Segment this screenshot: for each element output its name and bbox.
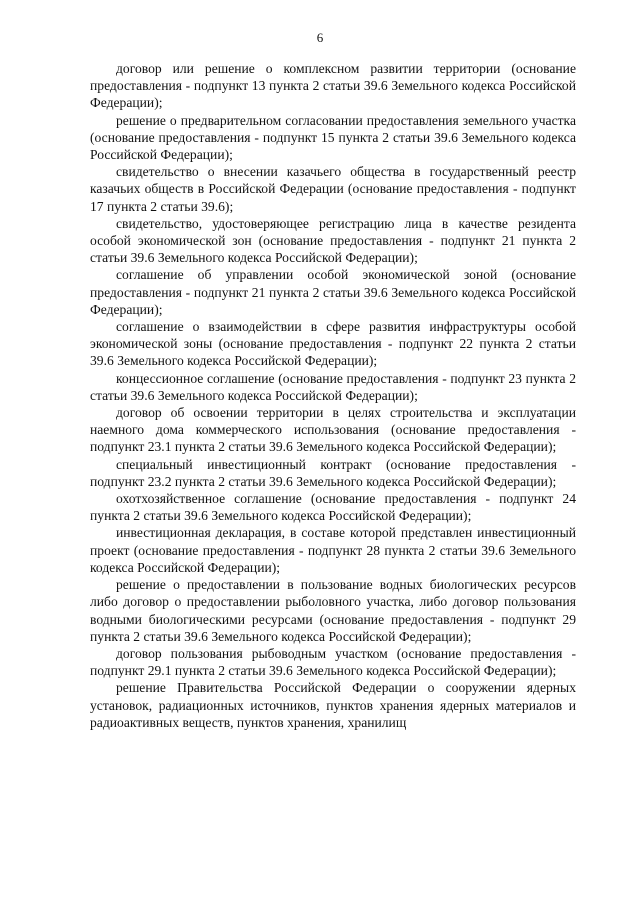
paragraph-hunting-agreement: охотхозяйственное соглашение (основание предоставления - подпункт 24 пункта 2 статьи 39.6 Земельного кодекса Российской Федерации); xyxy=(90,491,576,524)
paragraph-investment-contract: специальный инвестиционный контракт (основание предоставления - подпункт 23.2 пункта 2 статьи 39.6 Земельного кодекса Российской Федерации); xyxy=(90,456,576,489)
paragraph-sez-resident: свидетельство, удостоверяющее регистрацию лица в качестве резидента особой экономической зон (основание предоставления - подпункт 21 пункта 2 статьи 39.6 Земельного кодекса Российской Федерации); xyxy=(90,215,576,266)
paragraph-preliminary-approval: решение о предварительном согласовании предоставления земельного участка (основание предоставления - подпункт 15 пункта 2 статьи 39.6 Земельного кодекса Российской Федерации); xyxy=(90,112,576,163)
paragraph-cossack-society: свидетельство о внесении казачьего общества в государственный реестр казачьих обществ в Российской Федерации (основание предоставления - подпункт 17 пункта 2 статьи 39.6); xyxy=(90,164,576,214)
paragraph-aquatic-resources: решение о предоставлении в пользование водных биологических ресурсов либо договор о предоставлении рыболовного участка, либо договор пользования водными биологическими ресурсами (основание предоставления - подпункт 29 пункта 2 статьи 39.6 Земельного кодекса Российской Федерации); xyxy=(90,577,576,644)
paragraph-sez-management: соглашение об управлении особой экономической зоной (основание предоставления - подпункт 21 пункта 2 статьи 39.6 Земельного кодекса Российской Федерации); xyxy=(90,267,576,317)
page-number: 6 xyxy=(316,30,324,45)
paragraph-sez-infrastructure: соглашение о взаимодействии в сфере развития инфраструктуры особой экономической зоны (основание предоставления - подпункт 22 пункта 2 статьи 39.6 Земельного кодекса Российской Федерации); xyxy=(90,319,576,369)
paragraph-rental-housing: договор об освоении территории в целях строительства и эксплуатации наемного дома коммерческого использования (основание предоставления - подпункт 23.1 пункта 2 статьи 39.6 Земельного кодекса Российской Федерации); xyxy=(90,405,576,455)
paragraph-investment-declaration: инвестиционная декларация, в составе которой представлен инвестиционный проект (основание предоставления - подпункт 28 пункта 2 статьи 39.6 Земельного кодекса Российской Федерации); xyxy=(90,525,576,575)
paragraph-integrated-development: договор или решение о комплексном развитии территории (основание предоставления - подпункт 13 пункта 2 статьи 39.6 Земельного кодекса Российской Федерации); xyxy=(90,61,576,111)
paragraph-concession: концессионное соглашение (основание предоставления - подпункт 23 пункта 2 статьи 39.6 Земельного кодекса Российской Федерации); xyxy=(90,370,576,403)
paragraph-fish-farming: договор пользования рыбоводным участком (основание предоставления - подпункт 29.1 пункта 2 статьи 39.6 Земельного кодекса Российской Федерации); xyxy=(90,645,576,679)
paragraph-nuclear-facilities: решение Правительства Российской Федерации о сооружении ядерных установок, радиационных источников, пунктов хранения ядерных материалов и радиоактивных веществ, пунктов хранения, хранилищ xyxy=(90,680,576,730)
document-body xyxy=(90,60,576,731)
